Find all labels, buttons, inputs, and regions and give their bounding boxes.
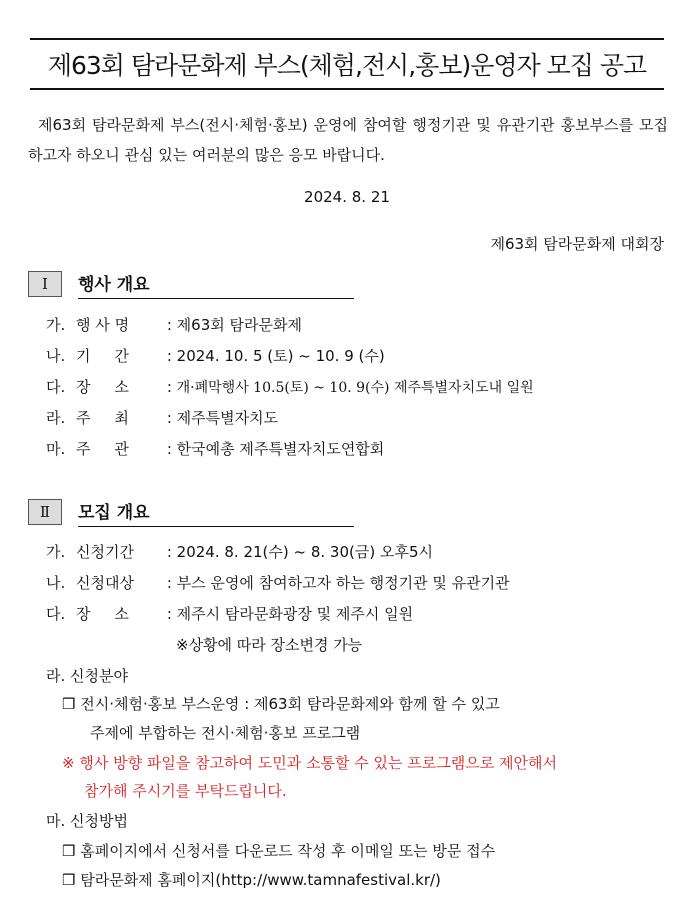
list-item: 마. 주 관 : 한국예총 제주특별자치도연합회 [46, 440, 385, 458]
item-key: 기 간 [76, 347, 129, 365]
item-key: 장 소 [76, 378, 129, 396]
section-2-number: Ⅱ [28, 499, 62, 525]
section-1-number: Ⅰ [28, 271, 62, 297]
page-title: 제63회 탐라문화제 부스(체험,전시,홍보)운영자 모집 공고 [47, 51, 647, 80]
item-key: 장 소 [76, 605, 129, 623]
item-key: 주 관 [76, 440, 129, 458]
item-mark: 가. [46, 543, 66, 561]
item-mark: 나. [46, 347, 66, 365]
item-mark: 마. [46, 440, 66, 458]
item-key: 행 사 명 [76, 316, 130, 334]
item-value: 제주특별자치도 [176, 409, 279, 427]
item-key: 신청대상 [76, 574, 135, 592]
list-item: 나. 기 간 : 2024. 10. 5 (토) ~ 10. 9 (수) [46, 347, 385, 365]
item-mark: 다. [46, 378, 66, 396]
item-value: 제63회 탐라문화제 [176, 316, 302, 334]
field-label: 라. 신청분야 [46, 667, 128, 685]
section-1-header [28, 270, 354, 298]
announcement-date: 2024. 8. 21 [304, 188, 390, 206]
list-item: 다. 장 소 : 개·폐막행사 10.5(토) ~ 10. 9(수) 제주특별자치도내 일원 [46, 378, 534, 396]
item-value: 개·폐막행사 10.5(토) ~ 10. 9(수) 제주특별자치도내 일원 [176, 380, 534, 396]
item-mark: 다. [46, 605, 66, 623]
method-item: ❒ 홈페이지에서 신청서를 다운로드 작성 후 이메일 또는 방문 접수 [62, 842, 496, 860]
list-item: 가. 신청기간 : 2024. 8. 21(수) ~ 8. 30(금) 오후5시 [46, 543, 433, 561]
method-item-homepage[interactable]: ❒ 탐라문화제 홈페이지(http://www.tamnafestival.kr/) [62, 871, 441, 889]
item-key: 주 최 [76, 409, 129, 427]
field-bullet-continued: 주제에 부합하는 전시·체험·홍보 프로그램 [90, 724, 361, 742]
field-bullet: ❒ 전시·체험·홍보 부스운영 : 제63회 탐라문화제와 함께 할 수 있고 [62, 695, 500, 713]
item-mark: 가. [46, 316, 66, 334]
item-mark: 나. [46, 574, 66, 592]
method-label: 마. 신청방법 [46, 812, 128, 830]
notice-text: ※ 행사 방향 파일을 참고하여 도민과 소통할 수 있는 프로그램으로 제안해서 [62, 754, 557, 772]
notice-text-continued: 참가해 주시기를 부탁드립니다. [84, 782, 287, 800]
organizer-signature: 제63회 탐라문화제 대회장 [490, 235, 664, 253]
title-box [30, 38, 664, 90]
item-value: 제주시 탐라문화광장 및 제주시 일원 [176, 605, 414, 623]
section-2-header [28, 498, 354, 526]
item-value: 부스 운영에 참여하고자 하는 행정기관 및 유관기관 [176, 574, 510, 592]
list-item: 라. 주 최 : 제주특별자치도 [46, 409, 279, 427]
item-value: 2024. 8. 21(수) ~ 8. 30(금) 오후5시 [176, 543, 433, 561]
list-item: 다. 장 소 : 제주시 탐라문화광장 및 제주시 일원 [46, 605, 414, 623]
list-item: 가. 행 사 명 : 제63회 탐라문화제 [46, 316, 302, 334]
item-key: 신청기간 [76, 543, 135, 561]
list-item: 나. 신청대상 : 부스 운영에 참여하고자 하는 행정기관 및 유관기관 [46, 574, 510, 592]
item-mark: 라. [46, 409, 66, 427]
item-value: 한국예총 제주특별자치도연합회 [176, 440, 385, 458]
item-value: 2024. 10. 5 (토) ~ 10. 9 (수) [176, 347, 385, 365]
section-2-title: 모집 개요 [78, 498, 354, 527]
place-note: ※상황에 따라 장소변경 가능 [176, 636, 363, 654]
intro-paragraph: 제63회 탐라문화제 부스(전시·체험·홍보) 운영에 참여할 행정기관 및 유관기관 홍보부스를 모집하고자 하오니 관심 있는 여러분의 많은 응모 바랍니다. [28, 116, 668, 164]
section-1-title: 행사 개요 [78, 270, 354, 299]
